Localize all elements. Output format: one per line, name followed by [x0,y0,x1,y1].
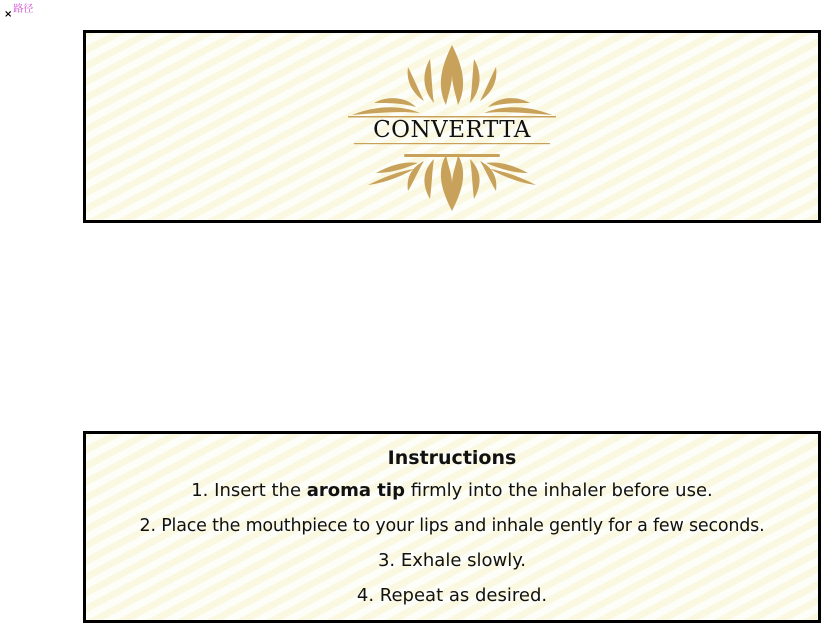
step-1-prefix: 1. Insert the [191,480,307,501]
logo-panel [83,30,821,223]
instruction-step-2: 2. Place the mouthpiece to your lips and inhale gently for a few seconds. [139,516,765,536]
instructions-panel [83,431,821,623]
instruction-step-1 [86,475,818,507]
instructions-content [86,444,818,615]
instruction-step-4: 4. Repeat as desired. [356,585,548,606]
instructions-title: Instructions [387,447,517,469]
step-1-suffix: firmly into the inhaler before use. [404,480,713,501]
step-1-bold: aroma tip [306,480,405,501]
instruction-step-3: 3. Exhale slowly. [377,550,527,571]
brand-name: CONVERTTA [373,117,531,143]
path-label: 路径 [13,4,34,15]
window-corner [4,4,33,20]
close-icon[interactable]: × [4,9,13,20]
